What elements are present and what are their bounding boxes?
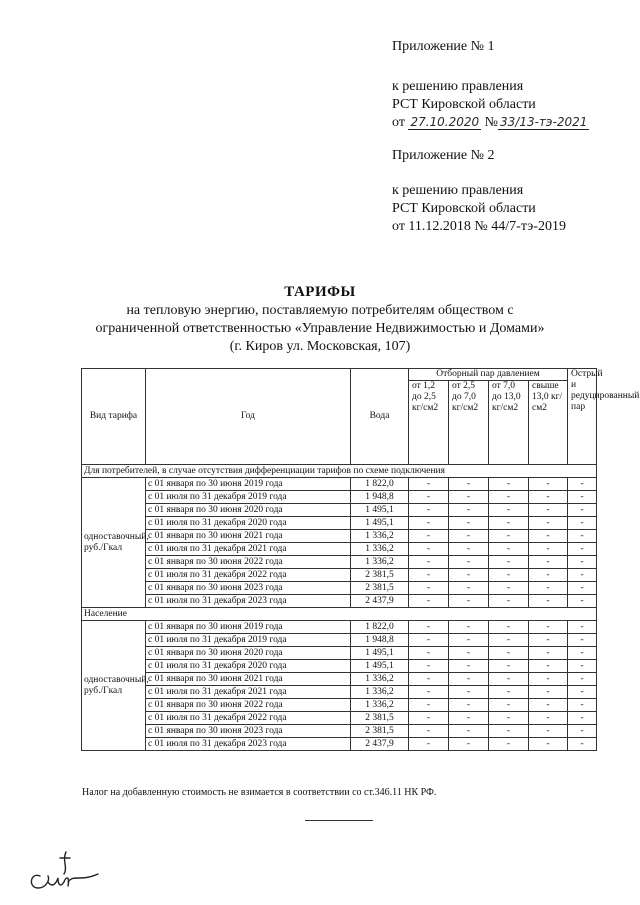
table-row <box>82 530 597 543</box>
water-value-cell: 1 336,2 <box>351 699 409 712</box>
empty-value-cell: - <box>489 478 529 491</box>
table-row <box>82 556 597 569</box>
empty-value-cell: - <box>409 686 449 699</box>
empty-value-cell: - <box>529 660 568 673</box>
col-header-water: Вода <box>351 369 409 465</box>
period-cell: с 01 января по 30 июня 2020 года <box>146 504 351 517</box>
empty-value-cell: - <box>409 517 449 530</box>
decision-1-date: 27.10.2020 <box>410 115 480 129</box>
appendix-2-block <box>392 147 495 165</box>
col-header-vid: Вид тарифа <box>82 369 146 465</box>
water-value-cell: 2 381,5 <box>351 569 409 582</box>
period-cell: с 01 января по 30 июня 2021 года <box>146 530 351 543</box>
empty-value-cell: - <box>449 556 489 569</box>
empty-value-cell: - <box>449 621 489 634</box>
table-row <box>82 595 597 608</box>
water-value-cell: 1 336,2 <box>351 530 409 543</box>
empty-value-cell: - <box>568 699 597 712</box>
empty-value-cell: - <box>489 634 529 647</box>
decision-1-number: 33/13-тэ-2021 <box>500 115 588 129</box>
empty-value-cell: - <box>529 673 568 686</box>
empty-value-cell: - <box>529 491 568 504</box>
section-title: Население <box>82 608 597 621</box>
empty-value-cell: - <box>529 621 568 634</box>
empty-value-cell: - <box>409 725 449 738</box>
tariff-type-cell: одноставочный, руб./Гкал <box>82 478 146 608</box>
empty-value-cell: - <box>529 582 568 595</box>
title-line-2: ограниченной ответственностью «Управление Недвижимостью и Домами» <box>95 321 545 336</box>
empty-value-cell: - <box>568 517 597 530</box>
signature-image <box>24 846 104 892</box>
decision-2-line: к решению правления <box>392 183 524 198</box>
empty-value-cell: - <box>449 491 489 504</box>
tariff-table <box>81 368 640 751</box>
empty-value-cell: - <box>449 738 489 751</box>
empty-value-cell: - <box>449 660 489 673</box>
table-row <box>82 712 597 725</box>
empty-value-cell: - <box>568 491 597 504</box>
empty-value-cell: - <box>449 699 489 712</box>
empty-value-cell: - <box>568 556 597 569</box>
table-row <box>82 517 597 530</box>
empty-value-cell: - <box>568 478 597 491</box>
col-header-sharp-steam: Острый и редуцированный пар <box>568 369 597 465</box>
empty-value-cell: - <box>489 621 529 634</box>
decision-1-block <box>392 78 589 132</box>
col-header-year: Год <box>146 369 351 465</box>
table-row <box>82 699 597 712</box>
empty-value-cell: - <box>489 569 529 582</box>
decision-2-block <box>392 182 566 236</box>
empty-value-cell: - <box>449 530 489 543</box>
empty-value-cell: - <box>409 673 449 686</box>
empty-value-cell: - <box>489 660 529 673</box>
document-title: ТАРИФЫ <box>284 284 356 300</box>
water-value-cell: 1 822,0 <box>351 478 409 491</box>
empty-value-cell: - <box>568 725 597 738</box>
decision-1-org: РСТ Кировской области <box>392 97 536 112</box>
empty-value-cell: - <box>568 543 597 556</box>
table-row <box>82 738 597 751</box>
col-header-steam-2: от 2,5 до 7,0 кг/см2 <box>449 381 489 465</box>
empty-value-cell: - <box>529 530 568 543</box>
water-value-cell: 1 495,1 <box>351 504 409 517</box>
empty-value-cell: - <box>449 647 489 660</box>
water-value-cell: 1 336,2 <box>351 686 409 699</box>
empty-value-cell: - <box>409 556 449 569</box>
empty-value-cell: - <box>409 712 449 725</box>
water-value-cell: 1 495,1 <box>351 517 409 530</box>
empty-value-cell: - <box>409 595 449 608</box>
water-value-cell: 2 437,9 <box>351 595 409 608</box>
section-row <box>82 465 597 478</box>
empty-value-cell: - <box>449 569 489 582</box>
period-cell: с 01 июля по 31 декабря 2019 года <box>146 634 351 647</box>
period-cell: с 01 июля по 31 декабря 2020 года <box>146 517 351 530</box>
table-row <box>82 504 597 517</box>
period-cell: с 01 июля по 31 декабря 2021 года <box>146 686 351 699</box>
water-value-cell: 1 495,1 <box>351 660 409 673</box>
empty-value-cell: - <box>489 491 529 504</box>
empty-value-cell: - <box>529 543 568 556</box>
empty-value-cell: - <box>489 517 529 530</box>
empty-value-cell: - <box>568 634 597 647</box>
empty-value-cell: - <box>489 582 529 595</box>
decision-1-line: к решению правления <box>392 79 524 94</box>
empty-value-cell: - <box>568 647 597 660</box>
empty-value-cell: - <box>489 530 529 543</box>
period-cell: с 01 июля по 31 декабря 2019 года <box>146 491 351 504</box>
period-cell: с 01 января по 30 июня 2020 года <box>146 647 351 660</box>
empty-value-cell: - <box>449 673 489 686</box>
section-title: Для потребителей, в случае отсутствия дифференциации тарифов по схеме подключения <box>82 465 597 478</box>
empty-value-cell: - <box>409 582 449 595</box>
period-cell: с 01 июля по 31 декабря 2023 года <box>146 738 351 751</box>
empty-value-cell: - <box>409 530 449 543</box>
water-value-cell: 1 948,8 <box>351 491 409 504</box>
tariff-type-cell: одноставочный, руб./Гкал <box>82 621 146 751</box>
col-header-steam-1: от 1,2 до 2,5 кг/см2 <box>409 381 449 465</box>
water-value-cell: 2 437,9 <box>351 738 409 751</box>
table-row <box>82 660 597 673</box>
table-row <box>82 491 597 504</box>
empty-value-cell: - <box>529 712 568 725</box>
empty-value-cell: - <box>489 595 529 608</box>
decision-1-ot: от <box>392 115 405 130</box>
water-value-cell: 1 948,8 <box>351 634 409 647</box>
empty-value-cell: - <box>489 699 529 712</box>
empty-value-cell: - <box>529 504 568 517</box>
tariff-table-body <box>82 465 597 751</box>
decision-2-org: РСТ Кировской области <box>392 201 536 216</box>
document-title-block <box>0 283 640 356</box>
empty-value-cell: - <box>409 647 449 660</box>
empty-value-cell: - <box>568 569 597 582</box>
table-row <box>82 647 597 660</box>
empty-value-cell: - <box>529 647 568 660</box>
empty-value-cell: - <box>489 543 529 556</box>
empty-value-cell: - <box>449 478 489 491</box>
empty-value-cell: - <box>529 517 568 530</box>
empty-value-cell: - <box>449 634 489 647</box>
empty-value-cell: - <box>529 738 568 751</box>
period-cell: с 01 января по 30 июня 2022 года <box>146 556 351 569</box>
empty-value-cell: - <box>489 647 529 660</box>
period-cell: с 01 января по 30 июня 2023 года <box>146 582 351 595</box>
empty-value-cell: - <box>409 738 449 751</box>
empty-value-cell: - <box>568 686 597 699</box>
period-cell: с 01 января по 30 июня 2023 года <box>146 725 351 738</box>
period-cell: с 01 июля по 31 декабря 2021 года <box>146 543 351 556</box>
empty-value-cell: - <box>529 569 568 582</box>
period-cell: с 01 января по 30 июня 2019 года <box>146 478 351 491</box>
empty-value-cell: - <box>568 621 597 634</box>
water-value-cell: 1 822,0 <box>351 621 409 634</box>
empty-value-cell: - <box>449 504 489 517</box>
period-cell: с 01 июля по 31 декабря 2023 года <box>146 595 351 608</box>
period-cell: с 01 января по 30 июня 2019 года <box>146 621 351 634</box>
empty-value-cell: - <box>529 699 568 712</box>
empty-value-cell: - <box>449 725 489 738</box>
water-value-cell: 1 336,2 <box>351 673 409 686</box>
water-value-cell: 2 381,5 <box>351 725 409 738</box>
empty-value-cell: - <box>529 478 568 491</box>
empty-value-cell: - <box>568 712 597 725</box>
appendix-1-block <box>392 38 495 56</box>
empty-value-cell: - <box>568 530 597 543</box>
period-cell: с 01 июля по 31 декабря 2022 года <box>146 712 351 725</box>
empty-value-cell: - <box>409 543 449 556</box>
period-cell: с 01 июля по 31 декабря 2022 года <box>146 569 351 582</box>
table-row <box>82 582 597 595</box>
empty-value-cell: - <box>489 556 529 569</box>
empty-value-cell: - <box>409 491 449 504</box>
empty-value-cell: - <box>489 725 529 738</box>
vat-note: Налог на добавленную стоимость не взимается в соответствии со ст.346.11 НК РФ. <box>82 787 437 798</box>
empty-value-cell: - <box>409 634 449 647</box>
section-row <box>82 608 597 621</box>
table-row <box>82 673 597 686</box>
empty-value-cell: - <box>529 595 568 608</box>
table-row <box>82 621 597 634</box>
empty-value-cell: - <box>409 699 449 712</box>
period-cell: с 01 июля по 31 декабря 2020 года <box>146 660 351 673</box>
empty-value-cell: - <box>449 595 489 608</box>
empty-value-cell: - <box>409 660 449 673</box>
water-value-cell: 2 381,5 <box>351 712 409 725</box>
divider-line <box>305 820 373 821</box>
empty-value-cell: - <box>449 686 489 699</box>
empty-value-cell: - <box>489 673 529 686</box>
empty-value-cell: - <box>568 673 597 686</box>
decision-1-date-line <box>392 114 589 132</box>
empty-value-cell: - <box>409 504 449 517</box>
empty-value-cell: - <box>529 634 568 647</box>
decision-1-num-label: № <box>484 115 499 130</box>
water-value-cell: 1 336,2 <box>351 543 409 556</box>
table-row <box>82 569 597 582</box>
table-row <box>82 478 597 491</box>
empty-value-cell: - <box>568 595 597 608</box>
water-value-cell: 1 336,2 <box>351 556 409 569</box>
water-value-cell: 2 381,5 <box>351 582 409 595</box>
empty-value-cell: - <box>449 712 489 725</box>
empty-value-cell: - <box>449 543 489 556</box>
empty-value-cell: - <box>409 478 449 491</box>
col-header-steam-4: свыше 13,0 кг/см2 <box>529 381 568 465</box>
empty-value-cell: - <box>449 517 489 530</box>
period-cell: с 01 января по 30 июня 2022 года <box>146 699 351 712</box>
title-line-1: на тепловую энергию, поставляемую потребителям обществом с <box>126 303 514 318</box>
appendix-2-title: Приложение № 2 <box>392 148 495 163</box>
empty-value-cell: - <box>489 686 529 699</box>
water-value-cell: 1 495,1 <box>351 647 409 660</box>
table-row <box>82 725 597 738</box>
empty-value-cell: - <box>529 556 568 569</box>
empty-value-cell: - <box>409 621 449 634</box>
empty-value-cell: - <box>489 712 529 725</box>
table-row <box>82 634 597 647</box>
empty-value-cell: - <box>409 569 449 582</box>
empty-value-cell: - <box>568 660 597 673</box>
decision-2-date-line: от 11.12.2018 № 44/7-тэ-2019 <box>392 219 566 234</box>
empty-value-cell: - <box>529 725 568 738</box>
col-header-steam: Отборный пар давлением <box>409 369 568 381</box>
appendix-1-title: Приложение № 1 <box>392 39 495 54</box>
empty-value-cell: - <box>489 738 529 751</box>
title-line-3: (г. Киров ул. Московская, 107) <box>229 339 411 354</box>
table-row <box>82 543 597 556</box>
empty-value-cell: - <box>529 686 568 699</box>
empty-value-cell: - <box>568 582 597 595</box>
empty-value-cell: - <box>449 582 489 595</box>
empty-value-cell: - <box>568 504 597 517</box>
table-row <box>82 686 597 699</box>
col-header-steam-3: от 7,0 до 13,0 кг/см2 <box>489 381 529 465</box>
period-cell: с 01 января по 30 июня 2021 года <box>146 673 351 686</box>
empty-value-cell: - <box>489 504 529 517</box>
empty-value-cell: - <box>568 738 597 751</box>
